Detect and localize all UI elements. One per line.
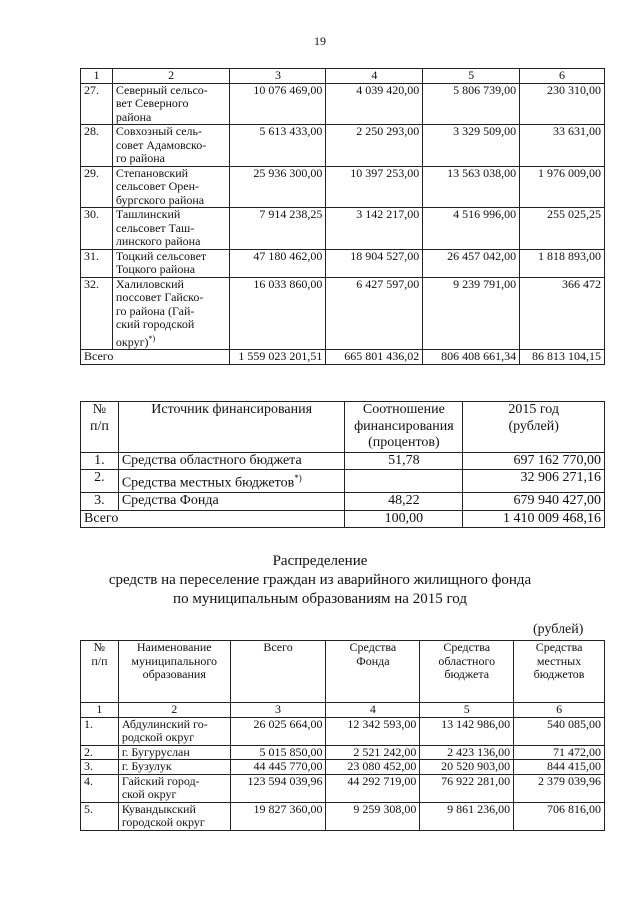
total-amount: 25 936 300,00 bbox=[230, 166, 326, 208]
column-number: 3 bbox=[230, 703, 326, 718]
municipality-name: Совхозный сель- совет Адамовско- го района bbox=[112, 125, 230, 167]
column-number: 1 bbox=[81, 69, 113, 84]
total-label: Всего bbox=[81, 510, 345, 528]
local-amount: 1 976 009,00 bbox=[520, 166, 605, 208]
municipality-name: Ташлинский сельсовет Таш- линского района bbox=[112, 208, 230, 250]
fund-amount: 3 142 217,00 bbox=[326, 208, 423, 250]
local-amount: 2 379 039,96 bbox=[514, 774, 605, 802]
local-amount: 71 472,00 bbox=[514, 745, 605, 760]
local-amount: 844 415,00 bbox=[514, 760, 605, 775]
total-header: Всего bbox=[230, 641, 326, 703]
total-amount: 19 827 360,00 bbox=[230, 802, 326, 830]
regional-amount: 76 922 281,00 bbox=[420, 774, 514, 802]
distribution-table bbox=[80, 640, 605, 831]
total-amount: 47 180 462,00 bbox=[230, 249, 326, 277]
column-number: 2 bbox=[118, 703, 230, 718]
fund-amount: 4 039 420,00 bbox=[326, 83, 423, 125]
column-number: 5 bbox=[420, 703, 514, 718]
row-number: 2. bbox=[81, 470, 119, 493]
row-number: 31. bbox=[81, 249, 113, 277]
total-amount: 123 594 039,96 bbox=[230, 774, 326, 802]
regional-amount: 2 423 136,00 bbox=[420, 745, 514, 760]
total-amount: 26 025 664,00 bbox=[230, 717, 326, 745]
local-amount: 33 631,00 bbox=[520, 125, 605, 167]
row-number: 1. bbox=[81, 452, 119, 470]
total-ratio: 100,00 bbox=[345, 510, 463, 528]
column-number-row bbox=[81, 69, 605, 84]
row-number: 4. bbox=[81, 774, 119, 802]
table-header-row bbox=[81, 641, 605, 703]
table-row bbox=[81, 717, 605, 745]
row-number: 27. bbox=[81, 83, 113, 125]
local-header: Средства местных бюджетов bbox=[514, 641, 605, 703]
table-row bbox=[81, 125, 605, 167]
total-amount: 16 033 860,00 bbox=[230, 277, 326, 350]
local-amount: 255 025,25 bbox=[520, 208, 605, 250]
funding-ratio bbox=[345, 470, 463, 493]
local-amount: 540 085,00 bbox=[514, 717, 605, 745]
funding-sources-table bbox=[80, 401, 605, 528]
row-number: 5. bbox=[81, 802, 119, 830]
total-amount: 5 015 850,00 bbox=[230, 745, 326, 760]
municipality-name: Северный сельсо- вет Северного района bbox=[112, 83, 230, 125]
table-row bbox=[81, 470, 605, 493]
table-row bbox=[81, 802, 605, 830]
regional-amount: 9 239 791,00 bbox=[423, 277, 520, 350]
column-number: 6 bbox=[514, 703, 605, 718]
fund-amount: 2 521 242,00 bbox=[326, 745, 420, 760]
municipality-name: Степановский сельсовет Орен- бургского района bbox=[112, 166, 230, 208]
unit-label: (рублей) bbox=[533, 622, 584, 637]
row-number: 29. bbox=[81, 166, 113, 208]
total-amount: 1 410 009 468,16 bbox=[463, 510, 605, 528]
regional-amount: 20 520 903,00 bbox=[420, 760, 514, 775]
page-number: 19 bbox=[314, 34, 326, 48]
regional-amount: 13 563 038,00 bbox=[423, 166, 520, 208]
table-row bbox=[81, 493, 605, 511]
regional-header: Средства областного бюджета bbox=[420, 641, 514, 703]
regional-amount: 5 806 739,00 bbox=[423, 83, 520, 125]
total-amount: 5 613 433,00 bbox=[230, 125, 326, 167]
table-row bbox=[81, 774, 605, 802]
local-amount: 1 818 893,00 bbox=[520, 249, 605, 277]
table-row bbox=[81, 166, 605, 208]
funding-source: Средства областного бюджета bbox=[118, 452, 345, 470]
name-header: Наименование муниципального образования bbox=[118, 641, 230, 703]
regional-amount: 26 457 042,00 bbox=[423, 249, 520, 277]
local-amount: 366 472 bbox=[520, 277, 605, 350]
row-number: 2. bbox=[81, 745, 119, 760]
funding-amount: 32 906 271,16 bbox=[463, 470, 605, 493]
row-number: 32. bbox=[81, 277, 113, 350]
table-row bbox=[81, 745, 605, 760]
municipality-name: г. Бузулук bbox=[118, 760, 230, 775]
row-number-header: № п/п bbox=[81, 641, 119, 703]
table-row bbox=[81, 208, 605, 250]
fund-amount: 10 397 253,00 bbox=[326, 166, 423, 208]
total-amount: 7 914 238,25 bbox=[230, 208, 326, 250]
table-row bbox=[81, 249, 605, 277]
table-row bbox=[81, 760, 605, 775]
total-amount: 1 559 023 201,51 bbox=[230, 350, 326, 365]
total-amount: 44 445 770,00 bbox=[230, 760, 326, 775]
regional-amount: 13 142 986,00 bbox=[420, 717, 514, 745]
column-number-row bbox=[81, 703, 605, 718]
row-number-header: № п/п bbox=[81, 402, 119, 453]
municipality-name: Гайский город- ской округ bbox=[118, 774, 230, 802]
section-subtitle-line2: по муниципальным образованиям на 2015 год bbox=[173, 591, 467, 607]
municipality-name: Абдулинский го- родской округ bbox=[118, 717, 230, 745]
fund-header: Средства Фонда bbox=[326, 641, 420, 703]
table-row bbox=[81, 277, 605, 350]
regional-amount: 9 861 236,00 bbox=[420, 802, 514, 830]
column-number: 2 bbox=[112, 69, 230, 84]
regional-amount: 3 329 509,00 bbox=[423, 125, 520, 167]
municipality-name: Кувандыкский городской округ bbox=[118, 802, 230, 830]
footnote-mark: *) bbox=[294, 473, 302, 483]
fund-amount: 12 342 593,00 bbox=[326, 717, 420, 745]
source-header: Источник финансирования bbox=[118, 402, 345, 453]
total-label: Всего bbox=[81, 350, 230, 365]
fund-amount: 2 250 293,00 bbox=[326, 125, 423, 167]
municipality-name: Халиловский поссовет Гайско- го района (Гай- ский городской округ)*) bbox=[112, 277, 230, 350]
column-number: 4 bbox=[326, 69, 423, 84]
row-number: 30. bbox=[81, 208, 113, 250]
fund-amount: 6 427 597,00 bbox=[326, 277, 423, 350]
funding-source: Средства Фонда bbox=[118, 493, 345, 511]
local-amount: 230 310,00 bbox=[520, 83, 605, 125]
total-row bbox=[81, 510, 605, 528]
total-row bbox=[81, 350, 605, 365]
section-subtitle-line1: средств на переселение граждан из аварийного жилищного фонда bbox=[108, 572, 532, 588]
local-amount: 86 813 104,15 bbox=[520, 350, 605, 365]
fund-amount: 9 259 308,00 bbox=[326, 802, 420, 830]
row-number: 28. bbox=[81, 125, 113, 167]
total-amount: 10 076 469,00 bbox=[230, 83, 326, 125]
row-number: 3. bbox=[81, 493, 119, 511]
regional-amount: 4 516 996,00 bbox=[423, 208, 520, 250]
local-amount: 706 816,00 bbox=[514, 802, 605, 830]
funding-amount: 697 162 770,00 bbox=[463, 452, 605, 470]
funding-amount: 679 940 427,00 bbox=[463, 493, 605, 511]
funding-source: Средства местных бюджетов*) bbox=[118, 470, 345, 493]
fund-amount: 44 292 719,00 bbox=[326, 774, 420, 802]
funding-ratio: 51,78 bbox=[345, 452, 463, 470]
column-number: 5 bbox=[423, 69, 520, 84]
row-number: 3. bbox=[81, 760, 119, 775]
table-header-row bbox=[81, 402, 605, 453]
regional-amount: 806 408 661,34 bbox=[423, 350, 520, 365]
fund-amount: 18 904 527,00 bbox=[326, 249, 423, 277]
section-title: Распределение bbox=[272, 553, 368, 569]
column-number: 1 bbox=[81, 703, 119, 718]
municipality-name: г. Бугуруслан bbox=[118, 745, 230, 760]
table-row bbox=[81, 83, 605, 125]
column-number: 3 bbox=[230, 69, 326, 84]
ratio-header: Соотношение финансирования (процентов) bbox=[345, 402, 463, 453]
funding-ratio: 48,22 bbox=[345, 493, 463, 511]
table-row bbox=[81, 452, 605, 470]
fund-amount: 665 801 436,02 bbox=[326, 350, 423, 365]
municipality-name: Тоцкий сельсовет Тоцкого района bbox=[112, 249, 230, 277]
footnote-mark: *) bbox=[148, 333, 156, 343]
row-number: 1. bbox=[81, 717, 119, 745]
column-number: 4 bbox=[326, 703, 420, 718]
fund-amount: 23 080 452,00 bbox=[326, 760, 420, 775]
column-number: 6 bbox=[520, 69, 605, 84]
year-header: 2015 год (рублей) bbox=[463, 402, 605, 453]
municipal-continuation-table bbox=[80, 68, 605, 365]
